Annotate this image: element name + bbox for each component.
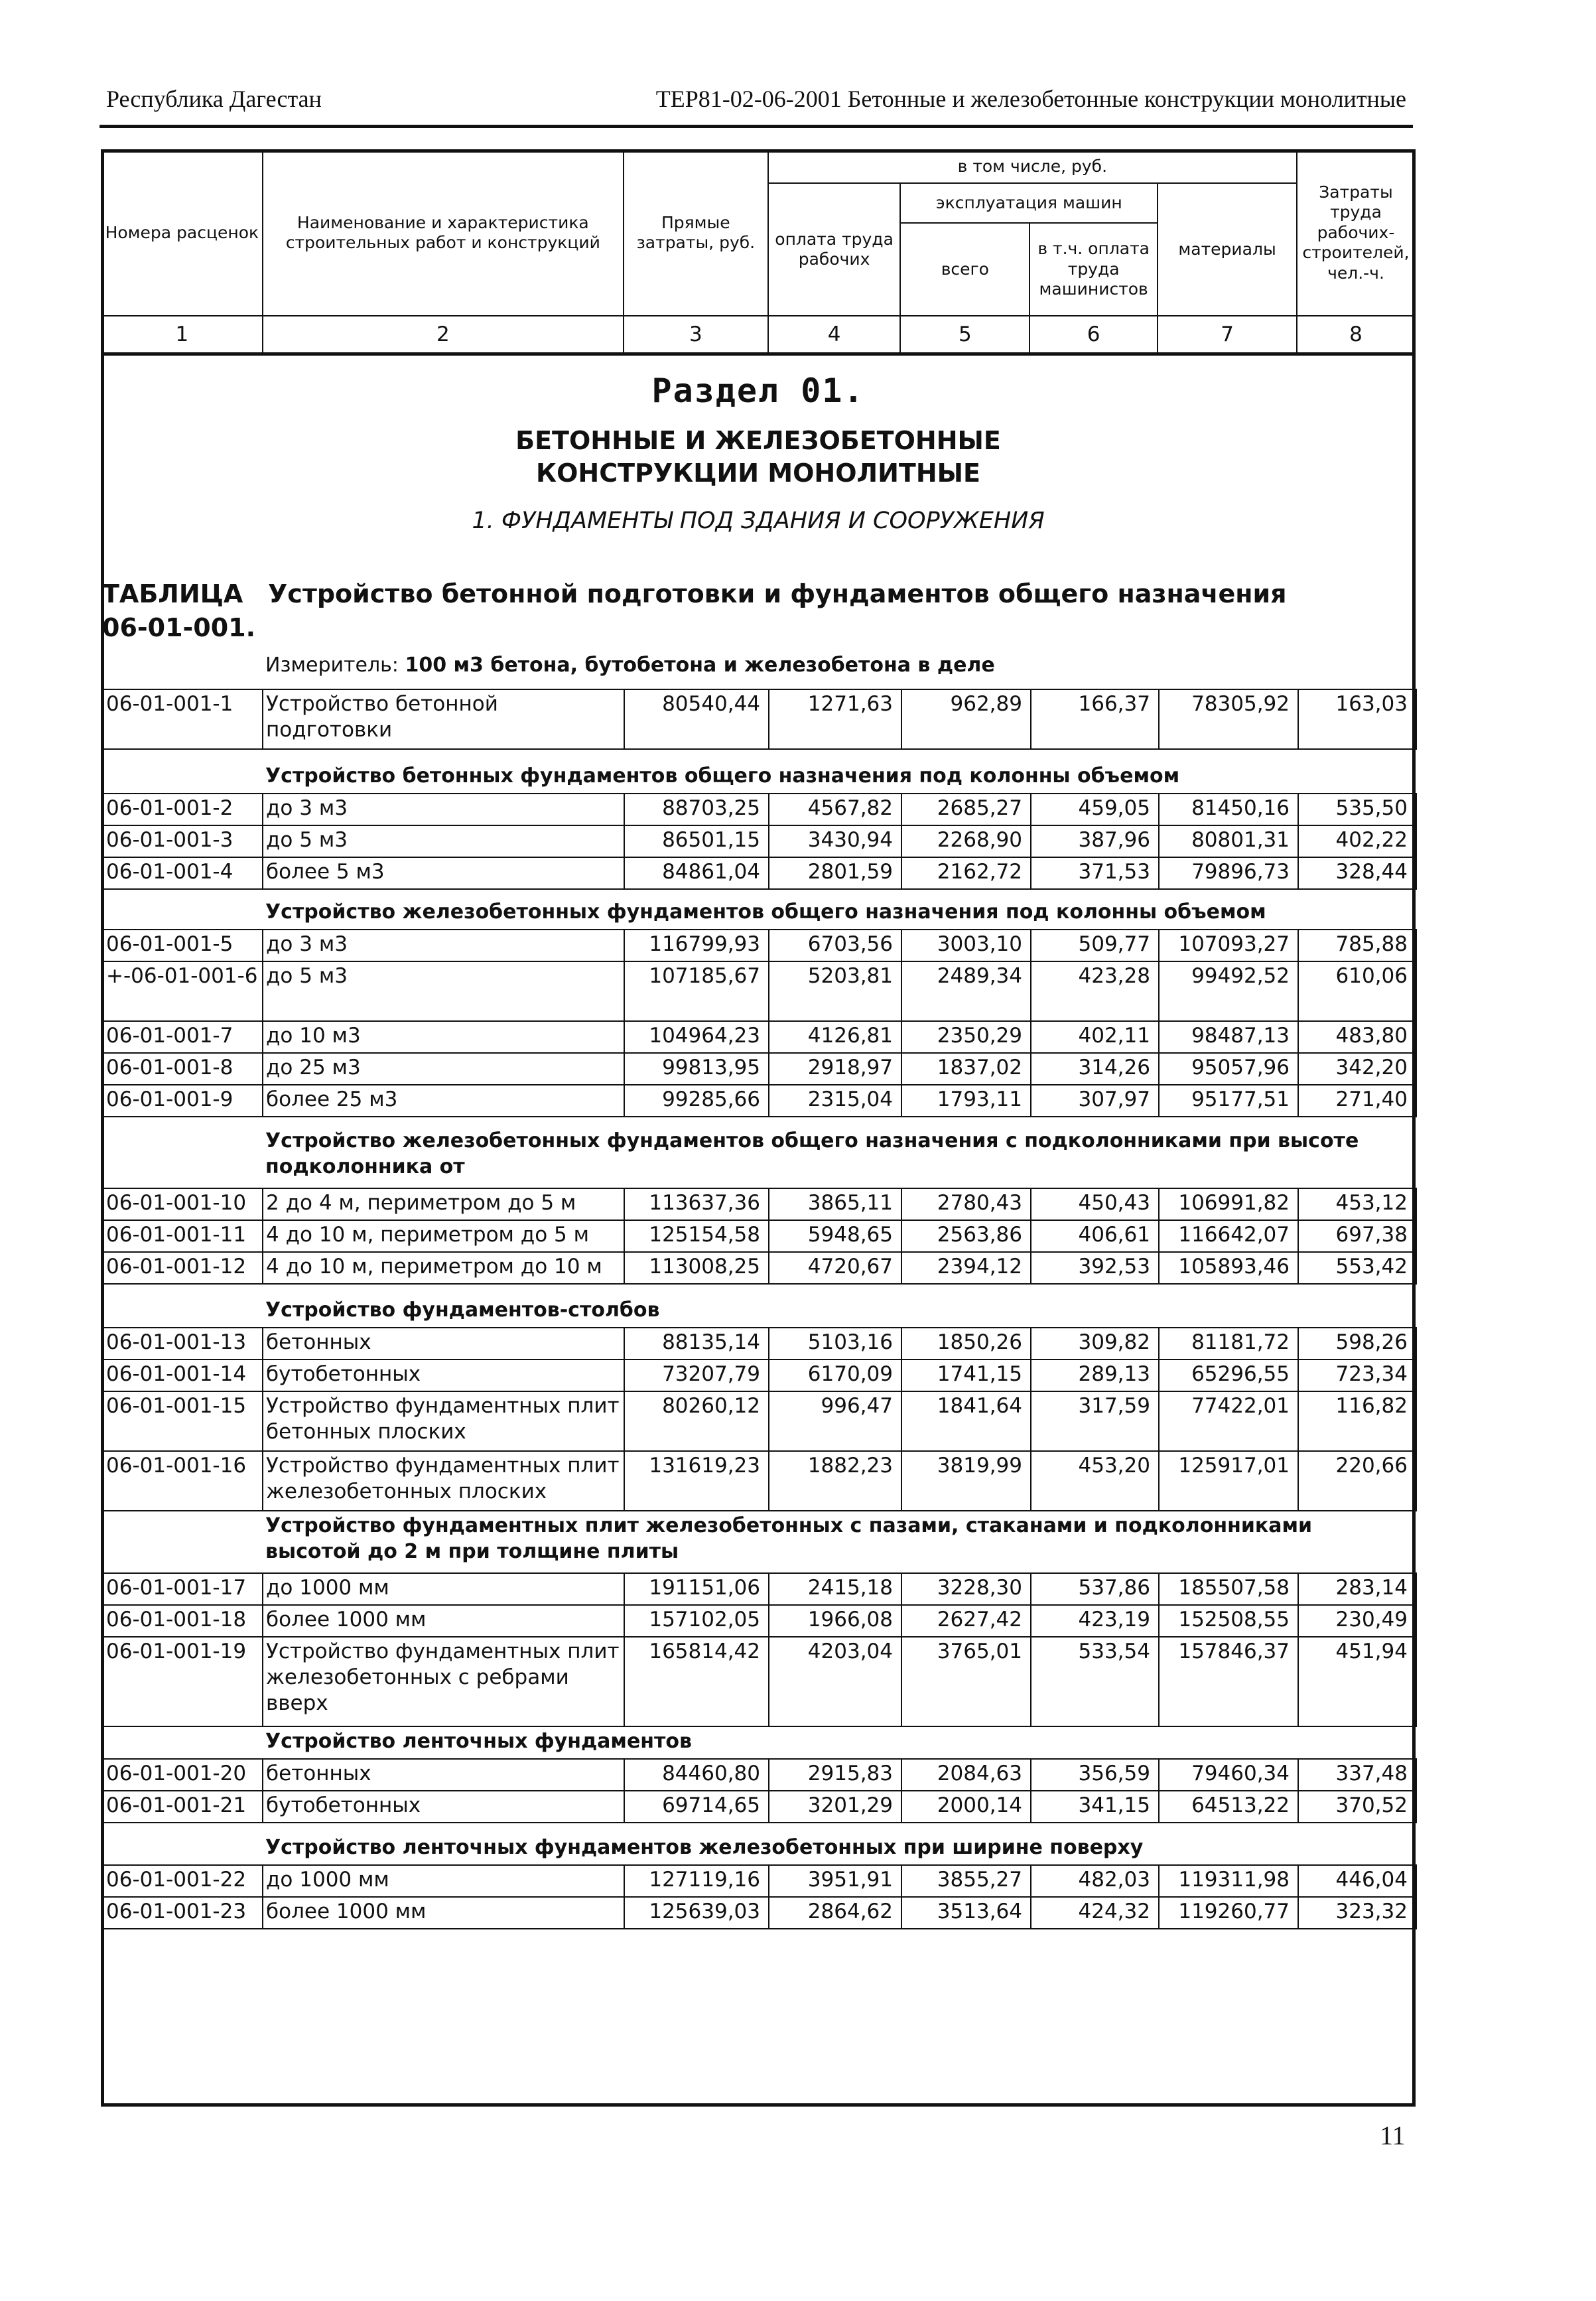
- table-name: Устройство бетонной подготовки и фундаментов общего назначения: [268, 579, 1287, 608]
- row-value: 113637,36: [624, 1188, 769, 1220]
- row-value: 73207,79: [624, 1360, 769, 1391]
- row-name: до 5 м3: [263, 961, 624, 1021]
- table-row: [101, 1451, 1416, 1511]
- row-value: 392,53: [1031, 1252, 1159, 1284]
- group-heading: Устройство фундаментных плит железобетонных с пазами, стаканами и подколонниками высотой до 2 м при толщине плиты: [265, 1514, 1313, 1563]
- row-value: 86501,15: [624, 825, 769, 857]
- row-name: до 5 м3: [263, 825, 624, 857]
- row-name: до 25 м3: [263, 1053, 624, 1085]
- row-value: 2489,34: [901, 961, 1031, 1021]
- group-heading: Устройство железобетонных фундаментов общего назначения под колонны объемом: [265, 900, 1266, 924]
- row-value: 80540,44: [624, 689, 769, 749]
- row-value: 2918,97: [769, 1053, 901, 1085]
- row-value: 3201,29: [769, 1791, 901, 1823]
- row-name: бетонных: [263, 1328, 624, 1360]
- row-value: 65296,55: [1159, 1360, 1298, 1391]
- row-value: 2801,59: [769, 857, 901, 889]
- row-value: 2315,04: [769, 1085, 901, 1117]
- row-value: 127119,16: [624, 1865, 769, 1897]
- row-value: 2000,14: [901, 1791, 1031, 1823]
- row-value: 3228,30: [901, 1573, 1031, 1605]
- row-value: 125917,01: [1159, 1451, 1298, 1511]
- row-value: 2864,62: [769, 1897, 901, 1929]
- row-value: 220,66: [1298, 1451, 1416, 1511]
- table-row: [101, 1637, 1416, 1726]
- table-row: [101, 1865, 1416, 1897]
- row-value: 157102,05: [624, 1605, 769, 1637]
- row-value: 271,40: [1298, 1085, 1416, 1117]
- table-row: [101, 1053, 1416, 1085]
- row-value: 402,22: [1298, 825, 1416, 857]
- row-name: 4 до 10 м, периметром до 10 м: [263, 1252, 624, 1284]
- row-value: 95177,51: [1159, 1085, 1298, 1117]
- row-value: 3865,11: [769, 1188, 901, 1220]
- row-value: 598,26: [1298, 1328, 1416, 1360]
- row-value: 356,59: [1031, 1759, 1159, 1791]
- table-row: [101, 1021, 1416, 1053]
- section-heading: [101, 372, 1416, 534]
- column-number: 5: [900, 316, 1030, 354]
- row-value: 289,13: [1031, 1360, 1159, 1391]
- row-value: 81181,72: [1159, 1328, 1298, 1360]
- table-row: [101, 794, 1416, 825]
- row-value: 2268,90: [901, 825, 1031, 857]
- row-code: 06-01-001-13: [101, 1328, 263, 1360]
- row-value: 79896,73: [1159, 857, 1298, 889]
- row-code: 06-01-001-21: [101, 1791, 263, 1823]
- table-row: [101, 689, 1416, 749]
- row-value: 99285,66: [624, 1085, 769, 1117]
- row-value: 2627,42: [901, 1605, 1031, 1637]
- row-value: 453,20: [1031, 1451, 1159, 1511]
- row-name: Устройство фундаментных плит железобетонных с ребрами вверх: [263, 1637, 624, 1726]
- price-table-block: [101, 793, 1417, 890]
- price-table-block: [101, 1572, 1417, 1727]
- row-value: 185507,58: [1159, 1573, 1298, 1605]
- row-code: 06-01-001-3: [101, 825, 263, 857]
- row-name: 2 до 4 м, периметром до 5 м: [263, 1188, 624, 1220]
- row-value: 697,38: [1298, 1220, 1416, 1252]
- row-value: 88703,25: [624, 794, 769, 825]
- measure-label: Измеритель:: [265, 654, 399, 677]
- row-code: 06-01-001-12: [101, 1252, 263, 1284]
- group-heading: Устройство железобетонных фундаментов общего назначения с подколонниками при высоте подколонника от: [265, 1129, 1359, 1178]
- table-row: [101, 857, 1416, 889]
- row-value: 314,26: [1031, 1053, 1159, 1085]
- row-code: 06-01-001-18: [101, 1605, 263, 1637]
- row-value: 119260,77: [1159, 1897, 1298, 1929]
- column-number: 3: [624, 316, 768, 354]
- row-value: 152508,55: [1159, 1605, 1298, 1637]
- row-name: более 5 м3: [263, 857, 624, 889]
- header-region: Республика Дагестан: [106, 86, 322, 112]
- col-header-materials: материалы: [1158, 183, 1297, 316]
- table-row: [101, 1897, 1416, 1929]
- col-header-machinist-pay: в т.ч. оплата труда машинистов: [1030, 223, 1158, 316]
- row-value: 453,12: [1298, 1188, 1416, 1220]
- row-value: 996,47: [769, 1391, 901, 1451]
- row-value: 113008,25: [624, 1252, 769, 1284]
- price-table-block: [101, 1758, 1417, 1823]
- row-value: 84861,04: [624, 857, 769, 889]
- row-value: 2780,43: [901, 1188, 1031, 1220]
- row-value: 3855,27: [901, 1865, 1031, 1897]
- column-number: 4: [768, 316, 901, 354]
- row-name: бетонных: [263, 1759, 624, 1791]
- row-value: 116799,93: [624, 930, 769, 961]
- column-number: 1: [101, 316, 263, 354]
- row-code: 06-01-001-7: [101, 1021, 263, 1053]
- row-value: 4567,82: [769, 794, 901, 825]
- row-value: 459,05: [1031, 794, 1159, 825]
- row-value: 2084,63: [901, 1759, 1031, 1791]
- row-value: 323,32: [1298, 1897, 1416, 1929]
- row-name: бутобетонных: [263, 1791, 624, 1823]
- row-code: 06-01-001-5: [101, 930, 263, 961]
- row-code: 06-01-001-22: [101, 1865, 263, 1897]
- row-name: Устройство бетонной подготовки: [263, 689, 624, 749]
- row-value: 80260,12: [624, 1391, 769, 1451]
- measure-unit: [265, 654, 995, 677]
- row-value: 106991,82: [1159, 1188, 1298, 1220]
- table-row: [101, 1605, 1416, 1637]
- row-code: 06-01-001-9: [101, 1085, 263, 1117]
- price-table-block: [101, 929, 1417, 1117]
- row-value: 6703,56: [769, 930, 901, 961]
- row-value: 6170,09: [769, 1360, 901, 1391]
- row-value: 2415,18: [769, 1573, 901, 1605]
- col-header-machines-total: всего: [900, 223, 1030, 316]
- row-value: 5948,65: [769, 1220, 901, 1252]
- row-value: 537,86: [1031, 1573, 1159, 1605]
- row-value: 423,19: [1031, 1605, 1159, 1637]
- row-value: 165814,42: [624, 1637, 769, 1726]
- column-number-row: [101, 316, 1415, 354]
- price-table-block: [101, 1864, 1417, 1929]
- table-row: [101, 1573, 1416, 1605]
- row-value: 4126,81: [769, 1021, 901, 1053]
- row-code: 06-01-001-4: [101, 857, 263, 889]
- column-number: 7: [1158, 316, 1297, 354]
- table-row: [101, 1252, 1416, 1284]
- row-name: Устройство фундаментных плит бетонных плоских: [263, 1391, 624, 1451]
- row-code: 06-01-001-23: [101, 1897, 263, 1929]
- row-value: 125639,03: [624, 1897, 769, 1929]
- row-code: 06-01-001-11: [101, 1220, 263, 1252]
- row-value: 2563,86: [901, 1220, 1031, 1252]
- row-value: 163,03: [1298, 689, 1416, 749]
- row-value: 509,77: [1031, 930, 1159, 961]
- table-row: [101, 825, 1416, 857]
- row-value: 64513,22: [1159, 1791, 1298, 1823]
- group-heading: Устройство фундаментов-столбов: [265, 1298, 660, 1322]
- row-value: 95057,96: [1159, 1053, 1298, 1085]
- row-value: 77422,01: [1159, 1391, 1298, 1451]
- table-row: [101, 1391, 1416, 1451]
- table-row: [101, 1328, 1416, 1360]
- row-name: более 1000 мм: [263, 1897, 624, 1929]
- row-value: 307,97: [1031, 1085, 1159, 1117]
- row-value: 610,06: [1298, 961, 1416, 1021]
- row-value: 131619,23: [624, 1451, 769, 1511]
- row-value: 387,96: [1031, 825, 1159, 857]
- section-subtitle: 1. ФУНДАМЕНТЫ ПОД ЗДАНИЯ И СООРУЖЕНИЯ: [472, 507, 1045, 534]
- row-value: 723,34: [1298, 1360, 1416, 1391]
- row-value: 3003,10: [901, 930, 1031, 961]
- row-value: 1841,64: [901, 1391, 1031, 1451]
- row-value: 406,61: [1031, 1220, 1159, 1252]
- table-row: [101, 961, 1416, 1021]
- row-value: 482,03: [1031, 1865, 1159, 1897]
- row-value: 423,28: [1031, 961, 1159, 1021]
- page-number: 11: [1380, 2121, 1406, 2150]
- header-rule: [100, 125, 1413, 128]
- row-value: 785,88: [1298, 930, 1416, 961]
- row-value: 107093,27: [1159, 930, 1298, 961]
- row-name: 4 до 10 м, периметром до 5 м: [263, 1220, 624, 1252]
- row-value: 328,44: [1298, 857, 1416, 889]
- row-value: 342,20: [1298, 1053, 1416, 1085]
- row-value: 1850,26: [901, 1328, 1031, 1360]
- row-value: 2685,27: [901, 794, 1031, 825]
- row-name: до 1000 мм: [263, 1865, 624, 1897]
- measure-value: 100 м3 бетона, бутобетона и железобетона в деле: [405, 654, 995, 677]
- column-number: 6: [1030, 316, 1158, 354]
- row-value: 451,94: [1298, 1637, 1416, 1726]
- table-row: [101, 1791, 1416, 1823]
- row-value: 191151,06: [624, 1573, 769, 1605]
- row-value: 166,37: [1031, 689, 1159, 749]
- row-value: 99492,52: [1159, 961, 1298, 1021]
- section-title: БЕТОННЫЕ И ЖЕЛЕЗОБЕТОННЫЕ КОНСТРУКЦИИ МОНОЛИТНЫЕ: [515, 426, 1001, 488]
- row-value: 370,52: [1298, 1791, 1416, 1823]
- group-heading: Устройство ленточных фундаментов: [265, 1730, 693, 1753]
- row-code: 06-01-001-20: [101, 1759, 263, 1791]
- col-header-name: Наименование и характеристика строительных работ и конструкций: [263, 150, 624, 316]
- row-value: 3765,01: [901, 1637, 1031, 1726]
- row-value: 962,89: [901, 689, 1031, 749]
- page-header: [100, 78, 1420, 125]
- row-value: 119311,98: [1159, 1865, 1298, 1897]
- row-value: 450,43: [1031, 1188, 1159, 1220]
- row-value: 80801,31: [1159, 825, 1298, 857]
- col-header-machines: эксплуатация машин: [900, 183, 1158, 223]
- row-code: 06-01-001-8: [101, 1053, 263, 1085]
- row-name: до 10 м3: [263, 1021, 624, 1053]
- row-code: 06-01-001-17: [101, 1573, 263, 1605]
- table-title: [102, 577, 1402, 646]
- section-number: Раздел 01.: [651, 372, 865, 410]
- row-value: 1882,23: [769, 1451, 901, 1511]
- col-header-direct-cost: Прямые затраты, руб.: [624, 150, 768, 316]
- price-table-block: [101, 1327, 1417, 1511]
- row-value: 3951,91: [769, 1865, 901, 1897]
- row-value: 79460,34: [1159, 1759, 1298, 1791]
- row-code: +-06-01-001-6: [101, 961, 263, 1021]
- row-value: 88135,14: [624, 1328, 769, 1360]
- col-header-labor: Затраты труда рабочих-строителей, чел.-ч.: [1297, 150, 1415, 316]
- row-value: 1741,15: [901, 1360, 1031, 1391]
- row-name: более 25 м3: [263, 1085, 624, 1117]
- row-value: 2350,29: [901, 1021, 1031, 1053]
- row-value: 107185,67: [624, 961, 769, 1021]
- table-row: [101, 1759, 1416, 1791]
- group-heading: Устройство бетонных фундаментов общего назначения под колонны объемом: [265, 764, 1180, 788]
- row-value: 98487,13: [1159, 1021, 1298, 1053]
- row-value: 483,80: [1298, 1021, 1416, 1053]
- row-value: 84460,80: [624, 1759, 769, 1791]
- row-name: более 1000 мм: [263, 1605, 624, 1637]
- row-value: 1837,02: [901, 1053, 1031, 1085]
- row-code: 06-01-001-2: [101, 794, 263, 825]
- row-value: 78305,92: [1159, 689, 1298, 749]
- row-name: до 3 м3: [263, 794, 624, 825]
- row-value: 3430,94: [769, 825, 901, 857]
- row-value: 4720,67: [769, 1252, 901, 1284]
- row-value: 1793,11: [901, 1085, 1031, 1117]
- price-table-block: [101, 1188, 1417, 1285]
- row-value: 402,11: [1031, 1021, 1159, 1053]
- row-value: 3513,64: [901, 1897, 1031, 1929]
- row-value: 116642,07: [1159, 1220, 1298, 1252]
- column-header-table: [101, 149, 1416, 356]
- row-value: 125154,58: [624, 1220, 769, 1252]
- row-value: 309,82: [1031, 1328, 1159, 1360]
- row-value: 4203,04: [769, 1637, 901, 1726]
- row-code: 06-01-001-19: [101, 1637, 263, 1726]
- row-value: 157846,37: [1159, 1637, 1298, 1726]
- row-value: 3819,99: [901, 1451, 1031, 1511]
- row-value: 2394,12: [901, 1252, 1031, 1284]
- row-value: 535,50: [1298, 794, 1416, 825]
- row-code: 06-01-001-15: [101, 1391, 263, 1451]
- row-value: 446,04: [1298, 1865, 1416, 1897]
- row-value: 99813,95: [624, 1053, 769, 1085]
- price-table-block: [101, 689, 1417, 750]
- header-document-title: ТЕР81-02-06-2001 Бетонные и железобетонные конструкции монолитные: [655, 86, 1406, 112]
- row-value: 104964,23: [624, 1021, 769, 1053]
- col-header-code: Номера расценок: [101, 150, 263, 316]
- col-header-including: в том числе, руб.: [768, 150, 1297, 183]
- table-row: [101, 1360, 1416, 1391]
- row-name: до 1000 мм: [263, 1573, 624, 1605]
- table-label: ТАБЛИЦА 06-01-001.: [102, 579, 256, 643]
- row-value: 533,54: [1031, 1637, 1159, 1726]
- col-header-worker-pay: оплата труда рабочих: [768, 183, 901, 316]
- row-value: 2162,72: [901, 857, 1031, 889]
- row-value: 5203,81: [769, 961, 901, 1021]
- row-value: 69714,65: [624, 1791, 769, 1823]
- row-value: 105893,46: [1159, 1252, 1298, 1284]
- row-value: 230,49: [1298, 1605, 1416, 1637]
- table-row: [101, 1085, 1416, 1117]
- row-value: 341,15: [1031, 1791, 1159, 1823]
- table-row: [101, 930, 1416, 961]
- row-name: Устройство фундаментных плит железобетонных плоских: [263, 1451, 624, 1511]
- row-value: 1271,63: [769, 689, 901, 749]
- group-heading: Устройство ленточных фундаментов железобетонных при ширине поверху: [265, 1836, 1144, 1859]
- row-value: 283,14: [1298, 1573, 1416, 1605]
- column-number: 2: [263, 316, 624, 354]
- row-value: 1966,08: [769, 1605, 901, 1637]
- row-value: 116,82: [1298, 1391, 1416, 1451]
- row-value: 424,32: [1031, 1897, 1159, 1929]
- row-value: 337,48: [1298, 1759, 1416, 1791]
- column-number: 8: [1297, 316, 1415, 354]
- row-name: бутобетонных: [263, 1360, 624, 1391]
- row-code: 06-01-001-16: [101, 1451, 263, 1511]
- row-value: 2915,83: [769, 1759, 901, 1791]
- row-value: 371,53: [1031, 857, 1159, 889]
- row-code: 06-01-001-14: [101, 1360, 263, 1391]
- table-row: [101, 1220, 1416, 1252]
- row-value: 81450,16: [1159, 794, 1298, 825]
- row-code: 06-01-001-10: [101, 1188, 263, 1220]
- row-value: 317,59: [1031, 1391, 1159, 1451]
- row-code: 06-01-001-1: [101, 689, 263, 749]
- row-name: до 3 м3: [263, 930, 624, 961]
- row-value: 553,42: [1298, 1252, 1416, 1284]
- table-row: [101, 1188, 1416, 1220]
- row-value: 5103,16: [769, 1328, 901, 1360]
